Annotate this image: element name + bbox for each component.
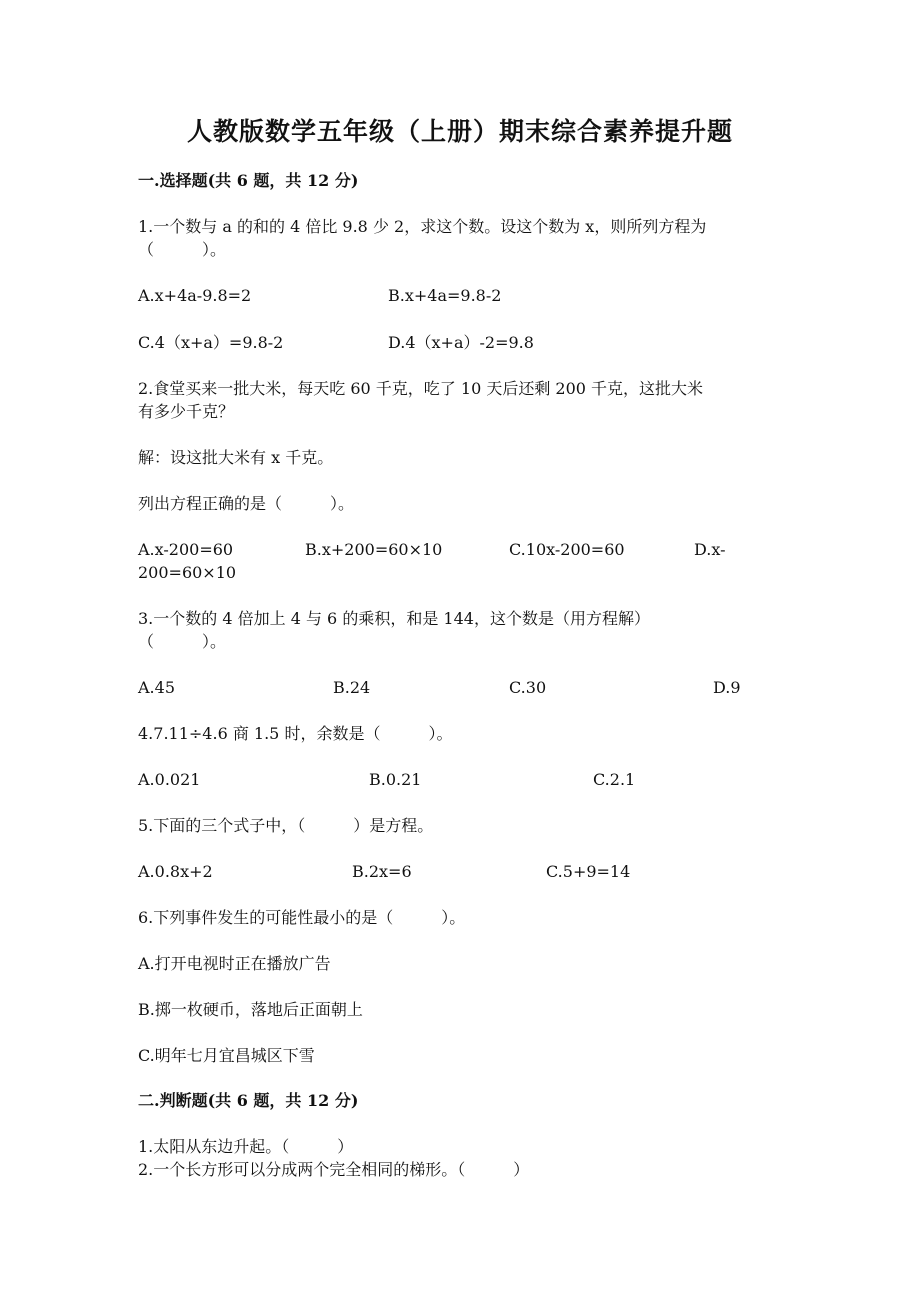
question-4-option-b: B.0.21: [369, 770, 422, 789]
question-3-option-a: A.45: [138, 678, 175, 697]
question-1-option-d: D.4（x+a）-2=9.8: [388, 333, 534, 352]
question-5-option-b: B.2x=6: [352, 862, 412, 881]
section-heading-judgment: 二.判断题(共 6 题，共 12 分): [138, 1091, 359, 1110]
question-3-line-1: 3.一个数的 4 倍加上 4 与 6 的乘积，和是 144，这个数是（用方程解）: [138, 609, 650, 628]
question-6-option-c: C.明年七月宜昌城区下雪: [138, 1046, 315, 1065]
section-heading-choice: 一.选择题(共 6 题，共 12 分): [138, 171, 359, 190]
question-4-line-1: 4.7.11÷4.6 商 1.5 时，余数是（ ）。: [138, 724, 453, 743]
question-3-line-2: （ ）。: [138, 632, 227, 651]
question-1-option-a: A.x+4a-9.8=2: [138, 286, 252, 305]
question-3-option-b: B.24: [333, 678, 371, 697]
question-2-line-2: 有多少千克？: [138, 402, 235, 421]
page-title: 人教版数学五年级（上册）期末综合素养提升题: [186, 117, 733, 146]
question-3-option-c: C.30: [509, 678, 547, 697]
question-1-line-2: （ ）。: [138, 240, 227, 259]
question-5-option-a: A.0.8x+2: [138, 862, 213, 881]
question-2-option-c: C.10x-200=60: [509, 540, 625, 559]
question-2-option-d-wrap: 200=60×10: [138, 563, 237, 582]
question-2-option-b: B.x+200=60×10: [305, 540, 443, 559]
question-6-option-a: A.打开电视时正在播放广告: [138, 954, 331, 973]
question-5-option-c: C.5+9=14: [546, 862, 631, 881]
question-4-option-c: C.2.1: [593, 770, 636, 789]
question-1-option-b: B.x+4a=9.8-2: [388, 286, 502, 305]
question-2-line-1: 2.食堂买来一批大米，每天吃 60 千克，吃了 10 天后还剩 200 千克，这批大米: [138, 379, 704, 398]
judgment-item-2: 2.一个长方形可以分成两个完全相同的梯形。（ ）: [138, 1160, 530, 1179]
question-2-option-d: D.x-: [694, 540, 726, 559]
question-2-line-3: 解：设这批大米有 x 千克。: [138, 448, 334, 467]
question-4-option-a: A.0.021: [138, 770, 201, 789]
question-1-option-c: C.4（x+a）=9.8-2: [138, 333, 284, 352]
question-5-line-1: 5.下面的三个式子中，（ ）是方程。: [138, 816, 434, 835]
question-2-line-4: 列出方程正确的是（ ）。: [138, 494, 355, 513]
question-6-line-1: 6.下列事件发生的可能性最小的是（ ）。: [138, 908, 466, 927]
question-6-option-b: B.掷一枚硬币，落地后正面朝上: [138, 1000, 363, 1019]
question-2-option-a: A.x-200=60: [138, 540, 234, 559]
question-1-line-1: 1.一个数与 a 的和的 4 倍比 9.8 少 2，求这个数。设这个数为 x，则所列方程为: [138, 217, 707, 236]
question-3-option-d: D.9: [713, 678, 741, 697]
judgment-item-1: 1.太阳从东边升起。（ ）: [138, 1137, 354, 1156]
